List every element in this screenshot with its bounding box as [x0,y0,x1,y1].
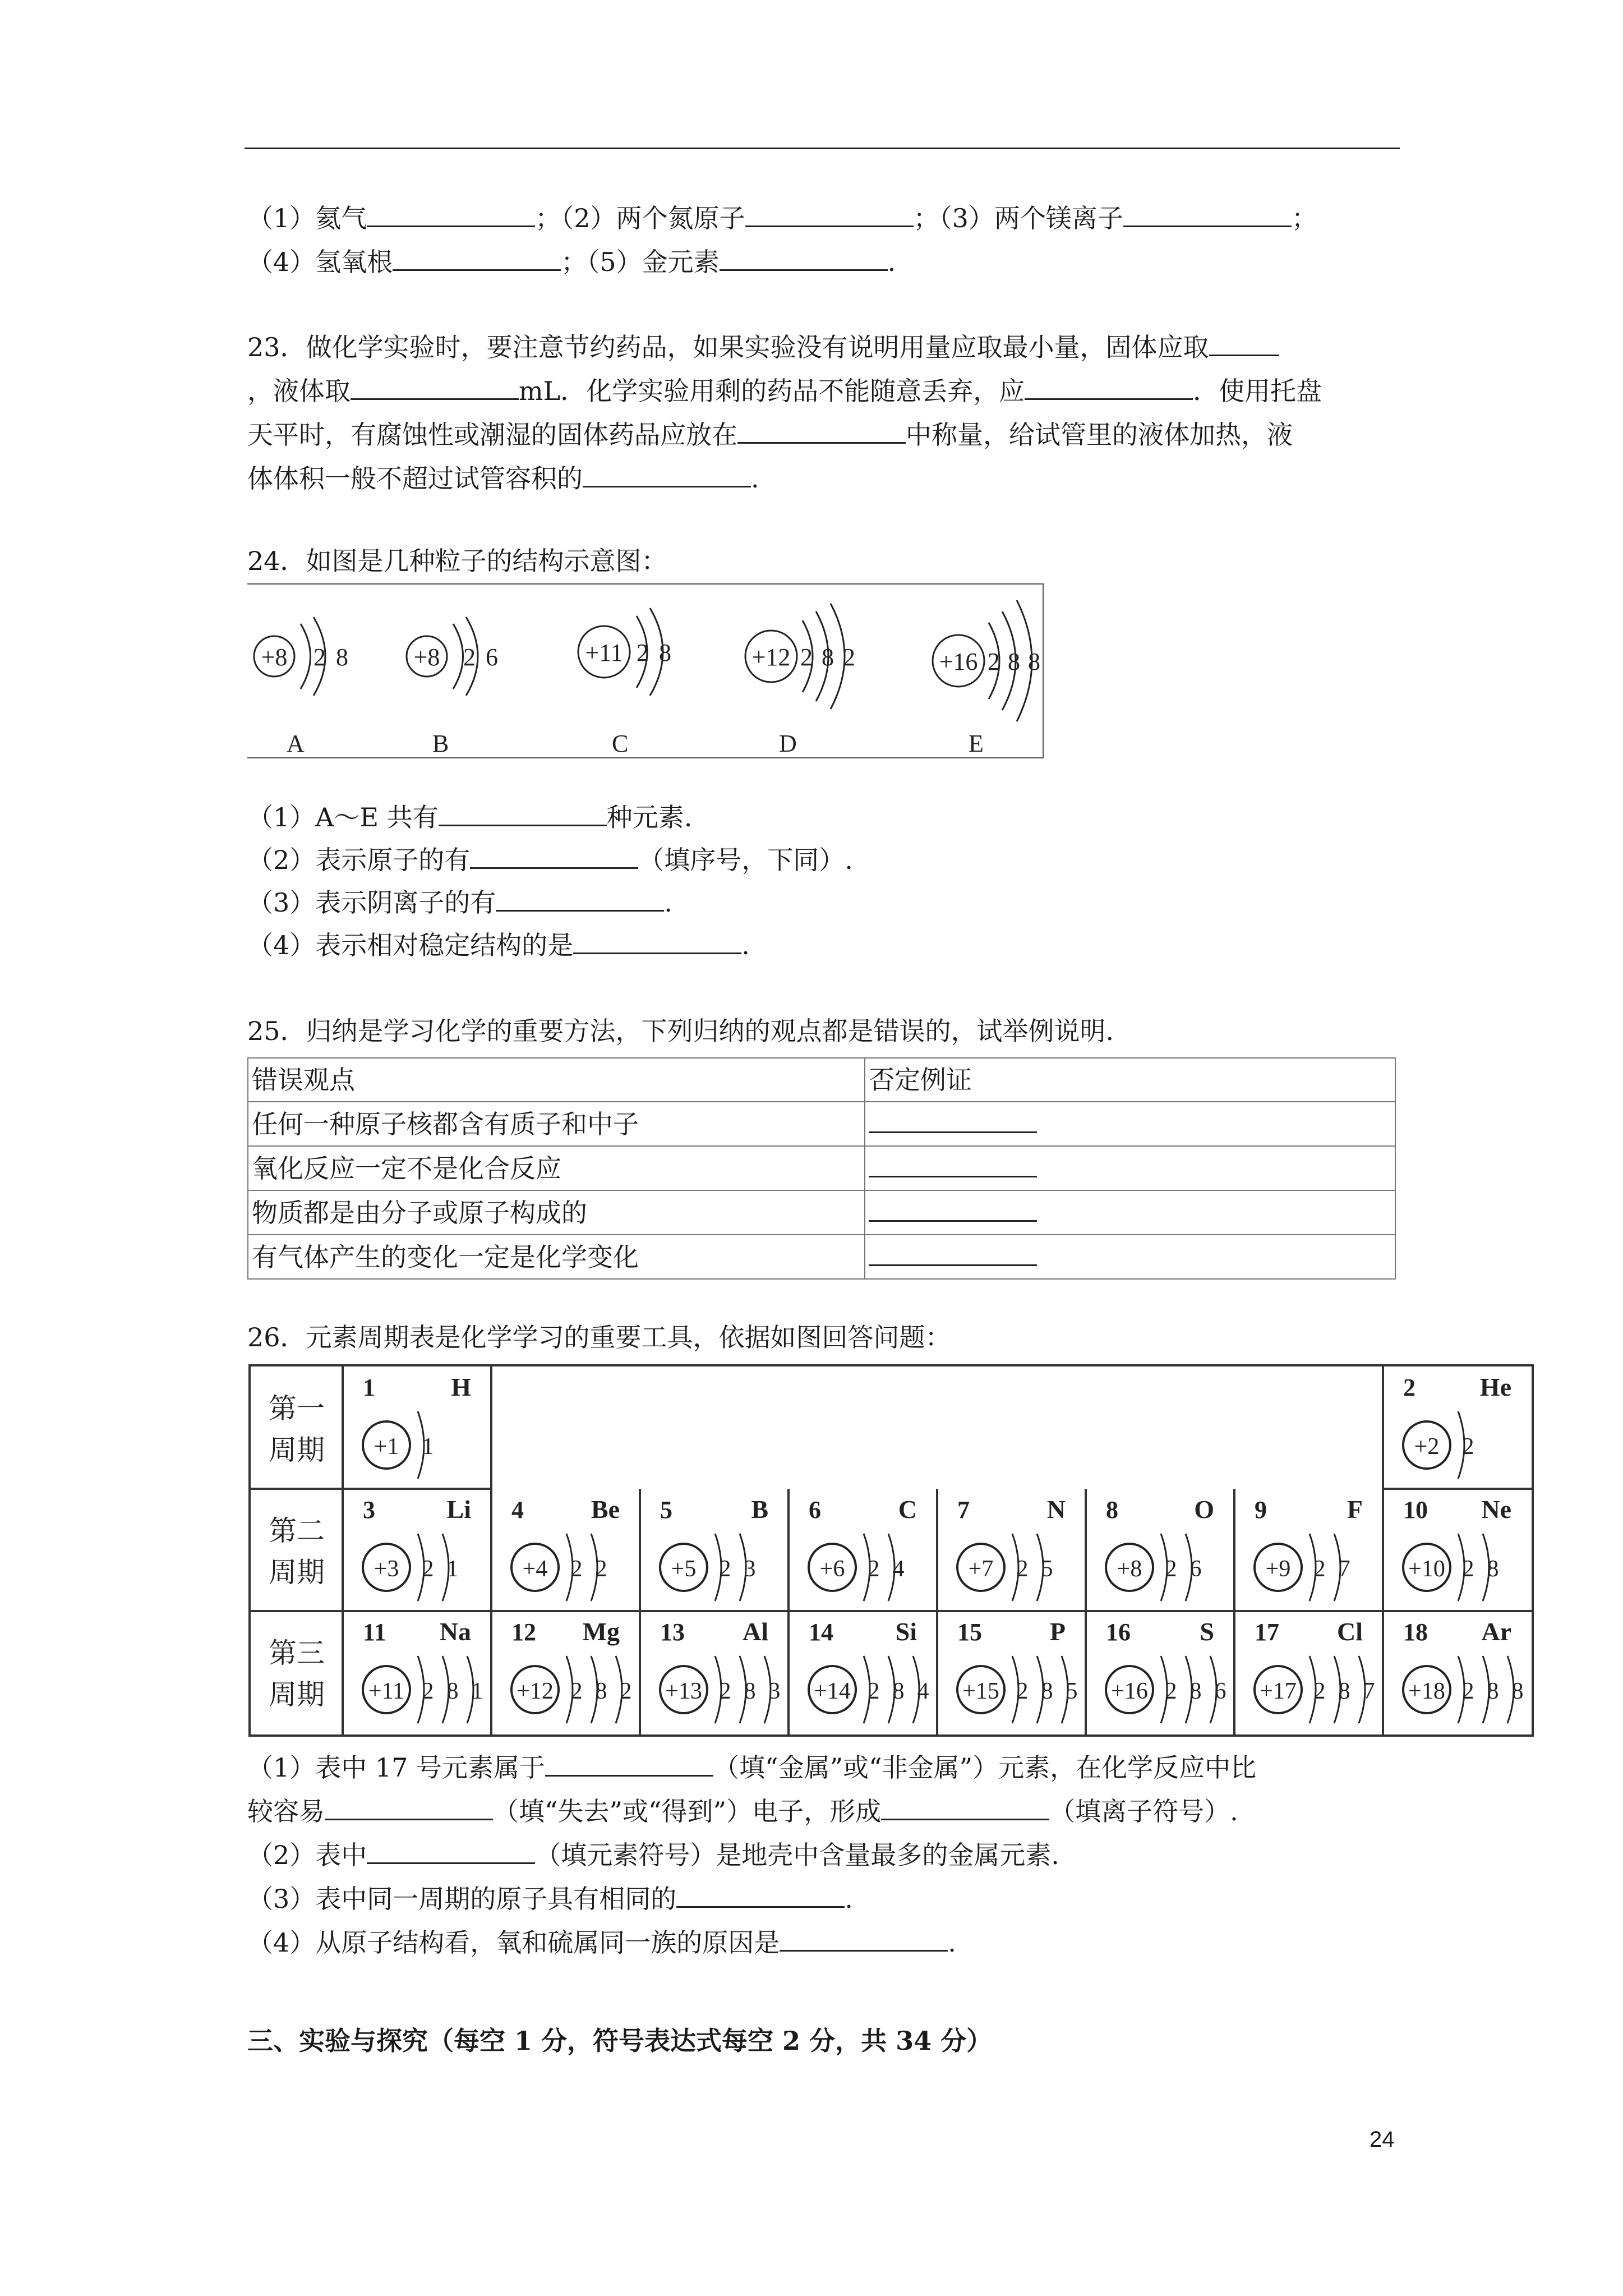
shell-electron-count: 2 [422,1556,434,1582]
q26-sub-3: （3）表中同一周期的原子具有相同的 . [247,1877,853,1920]
atomic-number: 17 [1255,1618,1279,1646]
shell-electron-count: 4 [892,1556,905,1582]
nucleus-charge: +18 [1408,1678,1445,1704]
shell-electron-count: 2 [620,1678,632,1704]
element-cell [1255,1617,1375,1723]
atomic-number: 13 [660,1618,685,1646]
shell-electron-count: 2 [868,1556,880,1582]
nucleus-charge: +16 [1111,1678,1148,1704]
element-symbol: N [1046,1495,1066,1524]
svg-text:D: D [779,730,797,756]
atomic-number: 14 [809,1618,833,1646]
element-cell [1106,1495,1214,1601]
shell-electron-count: 7 [1363,1678,1375,1704]
nucleus-charge: +8 [1117,1556,1142,1582]
element-cell [1106,1617,1227,1723]
svg-text:8: 8 [336,643,348,671]
element-symbol: Al [743,1617,768,1646]
svg-text:A: A [287,730,305,756]
shell-electron-count: 4 [917,1678,929,1704]
shell-electron-count: 8 [595,1678,607,1704]
element-symbol: Na [439,1617,471,1646]
wrong-view-cell: 有气体产生的变化一定是化学变化 [248,1235,865,1279]
nucleus-charge: +2 [1414,1434,1440,1460]
header-counter-example: 否定例证 [865,1058,1395,1102]
nucleus-charge: +17 [1260,1678,1297,1704]
shell-electron-count: 1 [446,1556,459,1582]
q23-line-2: ，液体取 mL．化学实验用剩的药品不能随意丢弃，应 ．使用托盘 [247,369,1322,412]
element-cell [957,1617,1078,1723]
svg-text:+12: +12 [751,643,791,671]
shell-electron-count: 8 [1511,1678,1524,1704]
q25-stem: 25．归纳是学习化学的重要方法，下列归纳的观点都是错误的，试举例说明. [247,1016,1114,1046]
q24-sub-4: （4）表示相对稳定结构的是 . [247,923,750,967]
q22-line-2: （4）氢氧根 ；（5）金元素 . [247,240,896,283]
shell-electron-count: 8 [1487,1678,1499,1704]
element-cell [660,1617,781,1723]
answer-cell[interactable] [865,1102,1395,1146]
svg-text:B: B [432,730,449,756]
shell-electron-count: 3 [744,1556,756,1582]
svg-text:8: 8 [1028,648,1040,675]
svg-text:2: 2 [988,648,1000,675]
wrong-view-cell: 任何一种原子核都含有质子和中子 [248,1102,865,1146]
element-cell [363,1495,471,1601]
header-rule [245,148,1400,149]
atomic-number: 18 [1403,1618,1428,1646]
period-label: 周期 [269,1434,325,1466]
shell-electron-count: 2 [570,1556,583,1582]
periodic-table [251,1366,1532,1734]
particle-structure-diagram [247,583,1043,756]
q22-line-1: （1）氦气 ；（2）两个氮原子 ；（3）两个镁离子 ； [247,196,1317,240]
shell-electron-count: 1 [422,1434,434,1460]
shell-electron-count: 8 [892,1678,905,1704]
element-cell [511,1617,632,1723]
q26-stem: 26．元素周期表是化学学习的重要工具，依据如图回答问题： [247,1322,951,1352]
shell-electron-count: 2 [719,1556,731,1582]
element-symbol: Cl [1337,1617,1363,1646]
element-cell [1403,1373,1511,1479]
atomic-number: 3 [363,1496,375,1524]
nucleus-charge: +9 [1265,1556,1291,1582]
element-cell [957,1495,1066,1601]
atomic-number: 1 [363,1374,375,1401]
nucleus-charge: +15 [962,1678,999,1704]
shell-electron-count: 5 [1041,1556,1053,1582]
nucleus-charge: +11 [368,1678,405,1704]
element-symbol: Si [895,1617,917,1646]
shell-electron-count: 6 [1189,1556,1202,1582]
nucleus-charge: +1 [374,1434,399,1460]
nucleus-charge: +7 [968,1556,994,1582]
table-row [248,1146,1395,1190]
period-label: 第三 [269,1637,325,1669]
particle-c [578,608,671,756]
q23-line-4: 体体积一般不超过试管容积的 . [247,457,759,500]
table-row [248,1190,1395,1235]
shell-electron-count: 8 [744,1678,756,1704]
shell-electron-count: 1 [471,1678,483,1704]
q26-sub-4: （4）从原子结构看，氧和硫属同一族的原因是 . [247,1921,956,1964]
nucleus-charge: +5 [671,1556,697,1582]
element-cell [809,1617,929,1723]
svg-text:2: 2 [463,643,476,671]
shell-electron-count: 5 [1066,1678,1078,1704]
particle-a [254,617,348,756]
period-label: 第一 [269,1393,325,1424]
q26-sub-1-line-2: 较容易 （填“失去”或“得到”）电子，形成 （填离子符号）. [247,1789,1238,1833]
element-cell [1403,1495,1511,1601]
atomic-number: 7 [957,1496,970,1524]
shell-electron-count: 8 [1189,1678,1202,1704]
svg-text:6: 6 [486,643,498,671]
shell-electron-count: 2 [719,1678,731,1704]
element-cell [511,1495,620,1601]
shell-electron-count: 8 [446,1678,459,1704]
shell-electron-count: 2 [1165,1678,1177,1704]
q26-sub-1-line-1: （1）表中 17 号元素属于 （填“金属”或“非金属”）元素，在化学反应中比 [247,1746,1256,1789]
svg-text:2: 2 [843,643,855,671]
shell-electron-count: 2 [1462,1434,1474,1460]
q24-sub-2: （2）表示原子的有 （填序号，下同）. [247,838,853,881]
svg-text:2: 2 [637,639,649,666]
period-label: 周期 [269,1679,325,1710]
element-symbol: Ne [1481,1495,1511,1524]
q23-line-1: 23．做化学实验时，要注意节约药品，如果实验没有说明用量应取最小量，固体应取 [247,325,1279,369]
particle-e [933,600,1040,756]
shell-electron-count: 8 [1041,1678,1053,1704]
element-symbol: Be [591,1495,620,1524]
shell-electron-count: 2 [868,1678,880,1704]
period-label: 周期 [269,1557,325,1588]
element-symbol: Mg [582,1617,620,1646]
atomic-number: 8 [1106,1496,1118,1524]
element-cell [363,1617,483,1723]
shell-electron-count: 8 [1338,1678,1350,1704]
element-symbol: S [1200,1617,1214,1646]
shell-electron-count: 2 [1462,1556,1474,1582]
answer-cell[interactable] [865,1190,1395,1235]
element-symbol: F [1347,1495,1363,1524]
q24-sub-3: （3）表示阴离子的有 . [247,881,672,924]
element-cell [1403,1617,1524,1723]
shell-electron-count: 2 [595,1556,607,1582]
table-row [248,1102,1395,1146]
answer-cell[interactable] [865,1235,1395,1279]
shell-electron-count: 2 [570,1678,583,1704]
atomic-number: 5 [660,1496,672,1524]
shell-electron-count: 2 [1313,1556,1326,1582]
atomic-number: 6 [809,1496,821,1524]
wrong-view-cell: 物质都是由分子或原子构成的 [248,1190,865,1235]
page-number: 24 [1370,2127,1395,2152]
svg-text:+8: +8 [261,643,288,671]
nucleus-charge: +6 [819,1556,845,1582]
svg-text:8: 8 [659,639,671,666]
shell-electron-count: 2 [1016,1556,1029,1582]
q23-line-3: 天平时，有腐蚀性或潮湿的固体药品应放在 中称量，给试管里的液体加热，液 [247,413,1293,456]
nucleus-charge: +13 [665,1678,702,1704]
answer-cell[interactable] [865,1146,1395,1190]
atomic-number: 16 [1106,1618,1131,1646]
shell-electron-count: 2 [1462,1678,1474,1704]
svg-text:2: 2 [313,643,326,671]
nucleus-charge: +14 [814,1678,851,1704]
shell-electron-count: 2 [1313,1678,1326,1704]
svg-text:2: 2 [800,643,813,671]
nucleus-charge: +10 [1408,1556,1445,1582]
q24-sub-1: （1）A～E 共有 种元素. [247,795,692,839]
atomic-number: 4 [511,1496,524,1524]
shell-electron-count: 6 [1214,1678,1227,1704]
shell-electron-count: 3 [768,1678,781,1704]
q24-stem: 24．如图是几种粒子的结构示意图： [247,546,667,576]
section-3-heading: 三、实验与探究（每空 1 分，符号表达式每空 2 分，共 34 分） [247,2026,993,2056]
svg-text:+16: +16 [939,648,978,675]
shell-electron-count: 2 [1165,1556,1177,1582]
atomic-number: 9 [1255,1496,1267,1524]
nucleus-charge: +12 [517,1678,554,1704]
periodic-table-figure [248,1364,1534,1737]
shell-electron-count: 2 [422,1678,434,1704]
element-symbol: P [1049,1617,1066,1646]
svg-text:E: E [969,730,984,756]
particle-d [745,604,855,756]
atomic-number: 10 [1403,1496,1428,1524]
element-cell [363,1373,471,1479]
svg-text:8: 8 [1008,648,1020,675]
shell-electron-count: 8 [1487,1556,1499,1582]
particle-b [407,617,498,756]
svg-text:8: 8 [822,643,834,671]
table-header-row [248,1058,1395,1102]
element-cell [1255,1495,1363,1601]
atomic-number: 12 [511,1618,536,1646]
q25-table [247,1057,1396,1280]
period-label: 第二 [269,1515,325,1547]
element-symbol: B [751,1495,768,1524]
shell-electron-count: 7 [1338,1556,1350,1582]
atomic-number: 11 [363,1618,386,1646]
element-symbol: C [898,1495,917,1524]
atomic-number: 2 [1403,1374,1415,1401]
element-symbol: He [1479,1373,1511,1401]
element-cell [660,1495,768,1601]
svg-text:+11: +11 [585,639,623,666]
element-symbol: O [1194,1495,1214,1524]
shell-electron-count: 2 [1016,1678,1029,1704]
atomic-number: 15 [957,1618,982,1646]
wrong-view-cell: 氧化反应一定不是化合反应 [248,1146,865,1190]
element-cell [809,1495,917,1601]
table-row [248,1235,1395,1279]
nucleus-charge: +3 [374,1556,399,1582]
svg-text:C: C [612,730,629,756]
header-wrong-view: 错误观点 [248,1058,865,1102]
element-symbol: Li [446,1495,471,1524]
svg-text:+8: +8 [413,643,440,671]
nucleus-charge: +4 [522,1556,548,1582]
q26-sub-2: （2）表中 （填元素符号）是地壳中含量最多的金属元素. [247,1833,1059,1876]
element-symbol: H [451,1373,471,1401]
element-symbol: Ar [1481,1617,1511,1646]
